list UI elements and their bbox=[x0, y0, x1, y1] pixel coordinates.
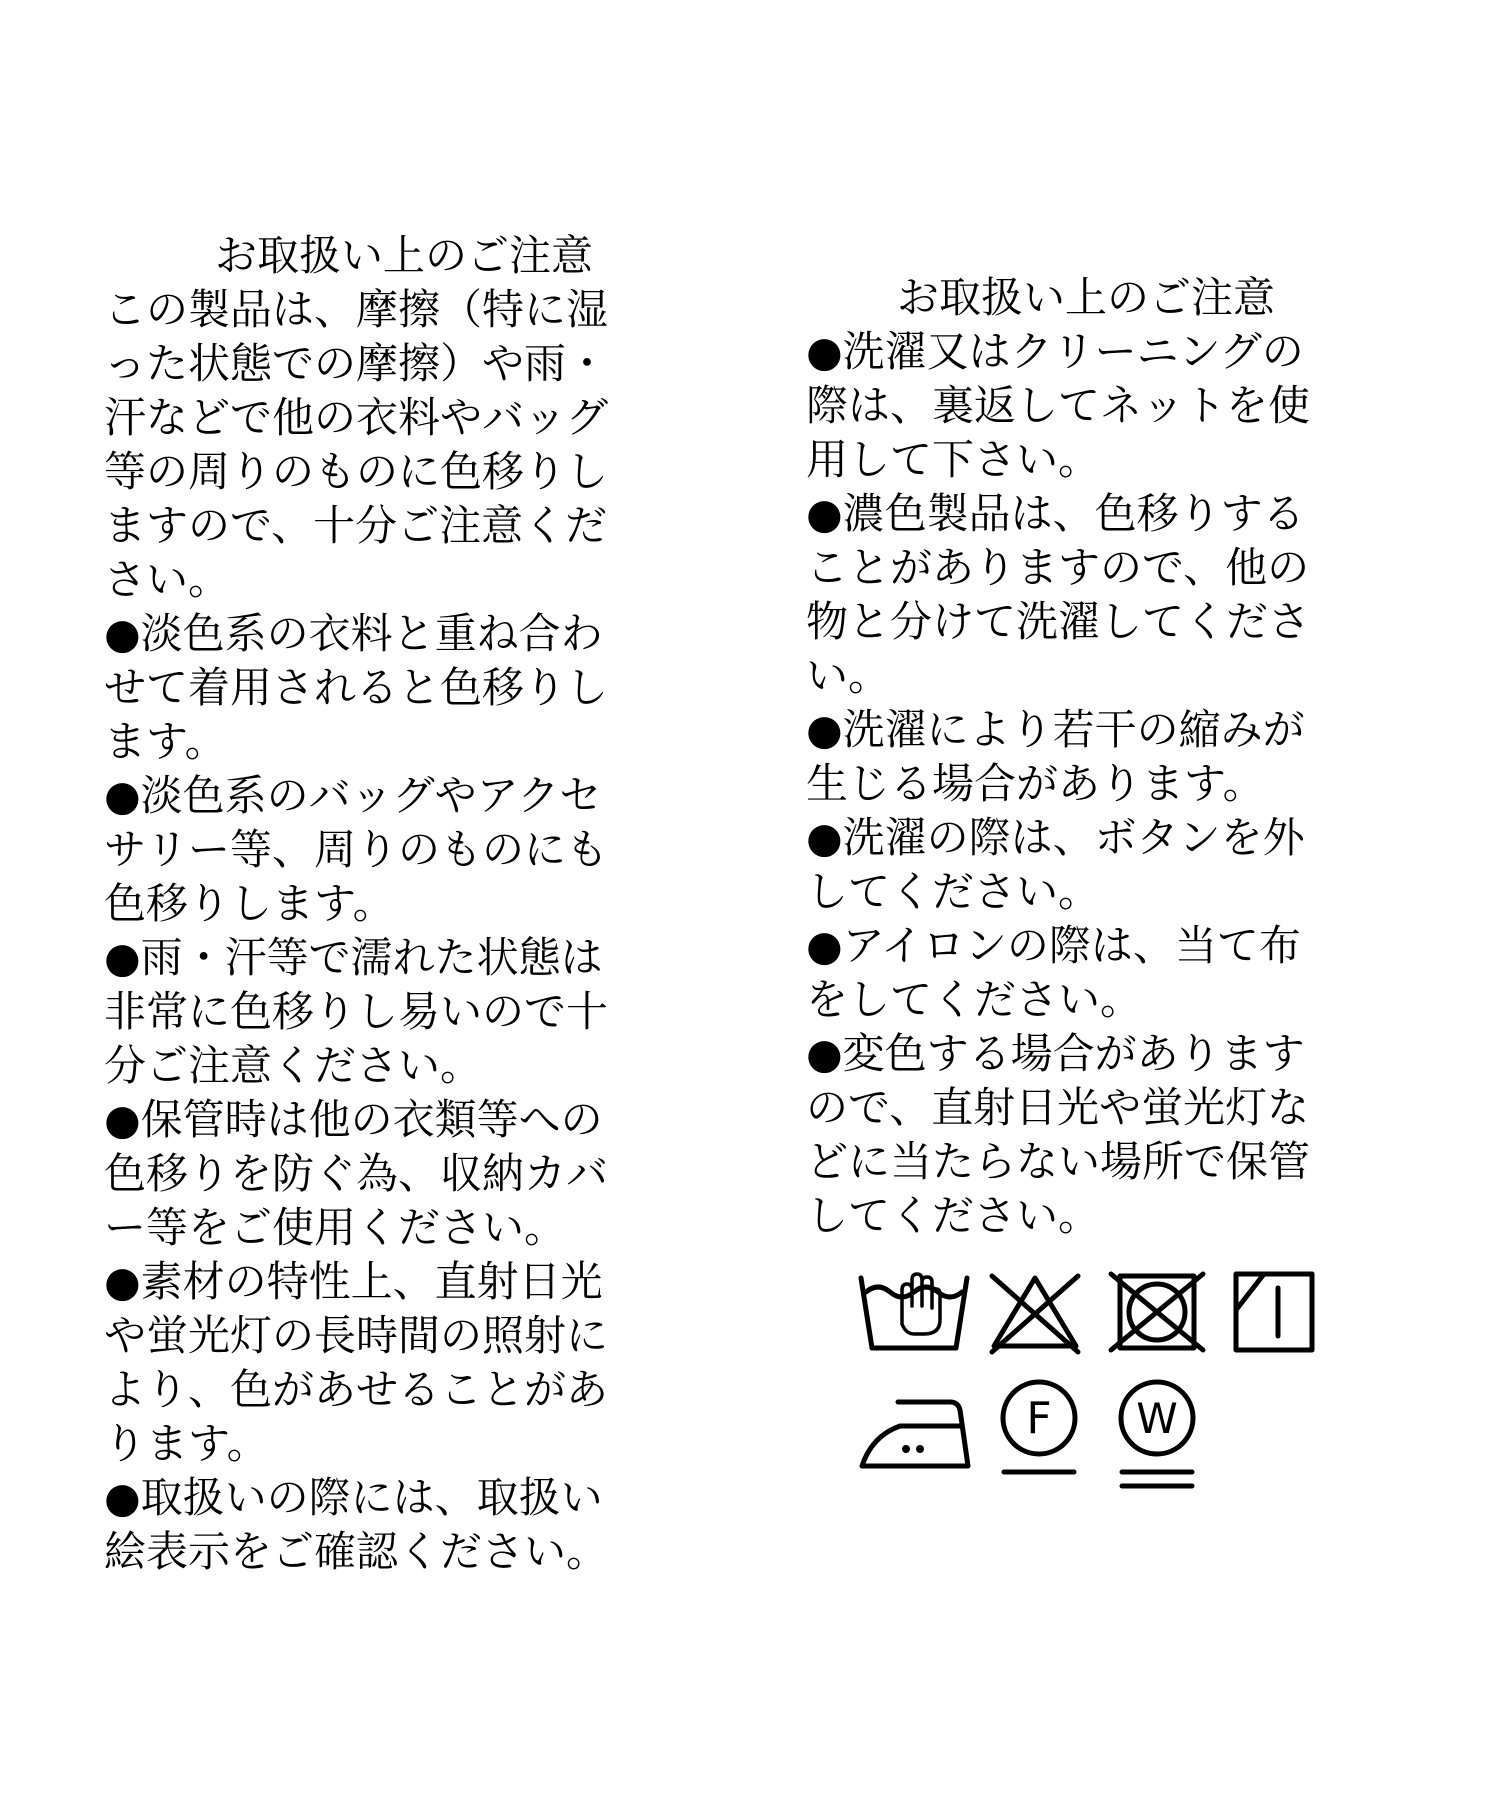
notice-line: 色移りを防ぐ為、収納カバ bbox=[104, 1149, 609, 1198]
notice-line: ●雨・汗等で濡れた状態は bbox=[104, 933, 603, 982]
notice-line: ●洗濯又はクリーニングの bbox=[806, 327, 1304, 376]
notice-line: サリー等、周りのものにも bbox=[104, 825, 609, 874]
notice-line: 色移りします。 bbox=[104, 879, 395, 928]
notice-line: や蛍光灯の長時間の照射に bbox=[104, 1311, 609, 1360]
notice-line: ●保管時は他の衣類等への bbox=[104, 1095, 603, 1144]
notice-line: い。 bbox=[806, 651, 891, 700]
left-notice-body bbox=[104, 283, 684, 1579]
left-notice-title: お取扱い上のご注意 bbox=[214, 231, 593, 280]
notice-line: この製品は、摩擦（特に湿 bbox=[104, 285, 609, 334]
notice-line: をしてください。 bbox=[806, 975, 1143, 1024]
notice-line: ●洗濯により若干の縮みが bbox=[806, 705, 1305, 754]
notice-line: 等の周りのものに色移りし bbox=[104, 447, 609, 496]
notice-line: 物と分けて洗濯してくださ bbox=[806, 597, 1311, 646]
notice-line: ので、直射日光や蛍光灯な bbox=[806, 1083, 1310, 1132]
svg-text:F: F bbox=[1026, 1393, 1052, 1444]
notice-line: ことがありますので、他の bbox=[806, 543, 1310, 592]
notice-line: 汗などで他の衣料やバッグ bbox=[104, 393, 609, 442]
notice-line: ●変色する場合があります bbox=[806, 1029, 1305, 1078]
notice-line: ますので、十分ご注意くだ bbox=[104, 501, 608, 550]
notice-line: どに当たらない場所で保管 bbox=[806, 1137, 1311, 1186]
right-notice-body bbox=[806, 325, 1386, 1243]
notice-line: 分ご注意ください。 bbox=[104, 1041, 483, 1090]
notice-line: 用して下さい。 bbox=[806, 435, 1101, 484]
iron-two-dots-icon bbox=[858, 1392, 974, 1476]
care-symbols bbox=[858, 1268, 1328, 1508]
right-notice-title: お取扱い上のご注意 bbox=[896, 273, 1275, 322]
dry-clean-f-icon bbox=[994, 1378, 1084, 1482]
notice-line: さい。 bbox=[104, 555, 231, 604]
notice-line: ●アイロンの際は、当て布 bbox=[806, 921, 1301, 970]
notice-line: ●素材の特性上、直射日光 bbox=[104, 1257, 603, 1306]
notice-line: 際は、裏返してネットを使 bbox=[806, 381, 1311, 430]
no-tumble-dry-icon bbox=[1108, 1268, 1206, 1356]
notice-line: 絵表示をご確認ください。 bbox=[104, 1527, 609, 1576]
line-dry-square-icon bbox=[1232, 1270, 1316, 1354]
notice-line: った状態での摩擦）や雨・ bbox=[104, 339, 609, 388]
notice-line: ●淡色系の衣料と重ね合わ bbox=[104, 609, 603, 658]
no-bleach-triangle-icon bbox=[986, 1268, 1084, 1356]
notice-line: ー等をご使用ください。 bbox=[104, 1203, 567, 1252]
left-care-notice bbox=[104, 229, 684, 1579]
hand-wash-tub-icon bbox=[858, 1268, 970, 1356]
wet-clean-w-icon bbox=[1112, 1378, 1202, 1498]
svg-text:W: W bbox=[1136, 1394, 1178, 1443]
notice-line: ●洗濯の際は、ボタンを外 bbox=[806, 813, 1305, 862]
notice-line: せて着用されると色移りし bbox=[104, 663, 609, 712]
notice-line: してください。 bbox=[806, 1191, 1101, 1240]
notice-line: より、色があせることがあ bbox=[104, 1365, 609, 1414]
notice-line: ●取扱いの際には、取扱い bbox=[104, 1473, 603, 1522]
right-care-notice bbox=[806, 271, 1386, 1243]
notice-line: ●淡色系のバッグやアクセ bbox=[104, 771, 602, 820]
notice-line: 生じる場合があります。 bbox=[806, 759, 1265, 808]
notice-line: してください。 bbox=[806, 867, 1101, 916]
notice-line: ます。 bbox=[104, 717, 227, 766]
notice-line: ●濃色製品は、色移りする bbox=[806, 489, 1305, 538]
notice-line: ります。 bbox=[104, 1419, 269, 1468]
notice-line: 非常に色移りし易いので十 bbox=[104, 987, 609, 1036]
